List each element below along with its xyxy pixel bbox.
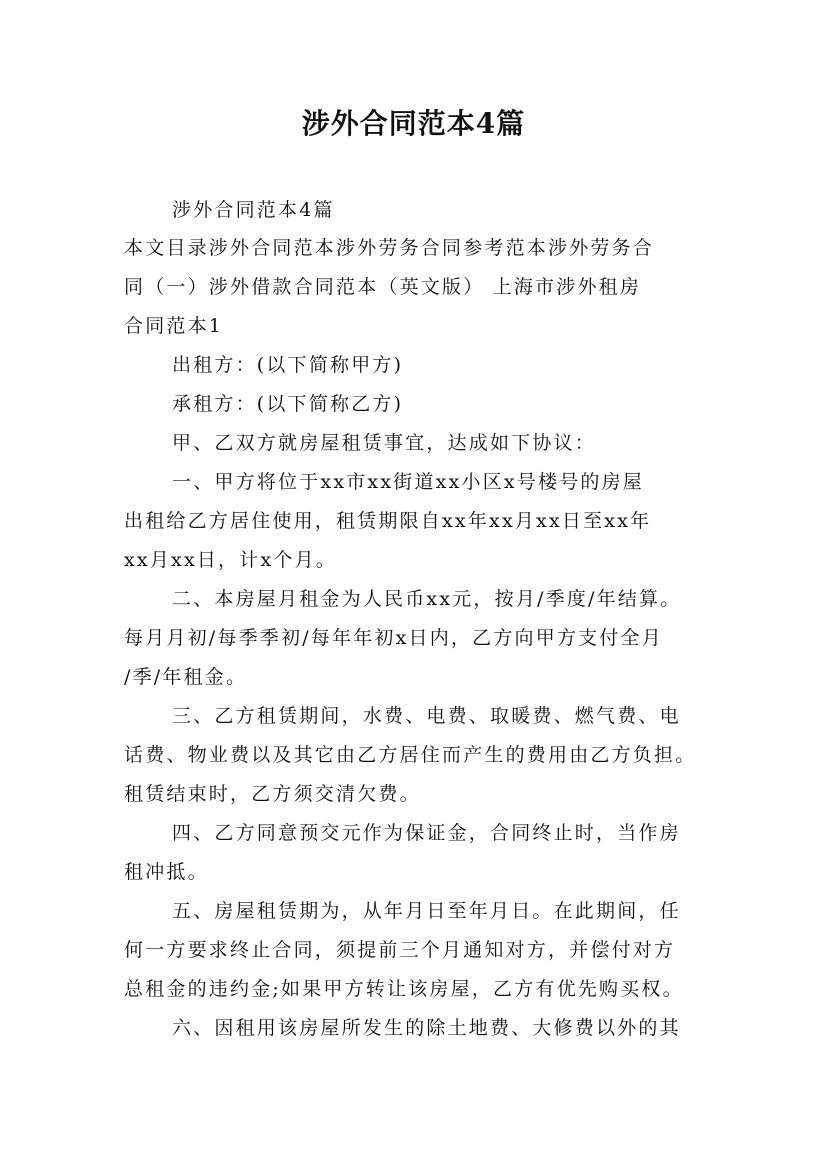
text-line: 话费、物业费以及其它由乙方居住而产生的费用由乙方负担。 (124, 744, 697, 766)
text-line: 总租金的违约金;如果甲方转让该房屋，乙方有优先购买权。 (124, 978, 684, 1000)
text-line: 何一方要求终止合同，须提前三个月通知对方，并偿付对方 (124, 939, 676, 961)
text-line: 四、乙方同意预交元作为保证金，合同终止时，当作房 (172, 822, 681, 844)
text-line: 二、本房屋月租金为人民币xx元，按月/季度/年结算。 (172, 588, 682, 610)
text-line: /季/年租金。 (124, 666, 248, 688)
text-line: 租赁结束时，乙方须交清欠费。 (124, 783, 421, 805)
text-line: 每月月初/每季季初/每年年初x日内，乙方向甲方支付全月 (124, 627, 663, 649)
text-line: 涉外合同范本4篇 (172, 199, 335, 221)
text-line: 出租给乙方居住使用，租赁期限自xx年xx月xx日至xx年 (124, 510, 652, 532)
text-line: 五、房屋租赁期为，从年月日至年月日。在此期间，任 (172, 900, 681, 922)
text-line: 甲、乙双方就房屋租赁事宜，达成如下协议： (172, 432, 597, 454)
text-line: 同（一）涉外借款合同范本（英文版） 上海市涉外租房 (124, 276, 642, 298)
text-line: xx月xx日，计x个月。 (124, 549, 337, 571)
text-line: 本文目录涉外合同范本涉外劳务合同参考范本涉外劳务合 (124, 237, 655, 259)
text-line: 六、因租用该房屋所发生的除土地费、大修费以外的其 (172, 1017, 681, 1039)
text-line: 合同范本1 (124, 315, 224, 337)
text-line: 出租方：(以下简称甲方) (172, 354, 404, 376)
text-line: 一、甲方将位于xx市xx街道xx小区x号楼号的房屋 (172, 471, 645, 493)
text-line: 租冲抵。 (124, 861, 209, 883)
text-line: 承租方：(以下简称乙方) (172, 393, 404, 415)
text-line: 三、乙方租赁期间，水费、电费、取暖费、燃气费、电 (172, 705, 681, 727)
document-title: 涉外合同范本4篇 (301, 107, 526, 140)
